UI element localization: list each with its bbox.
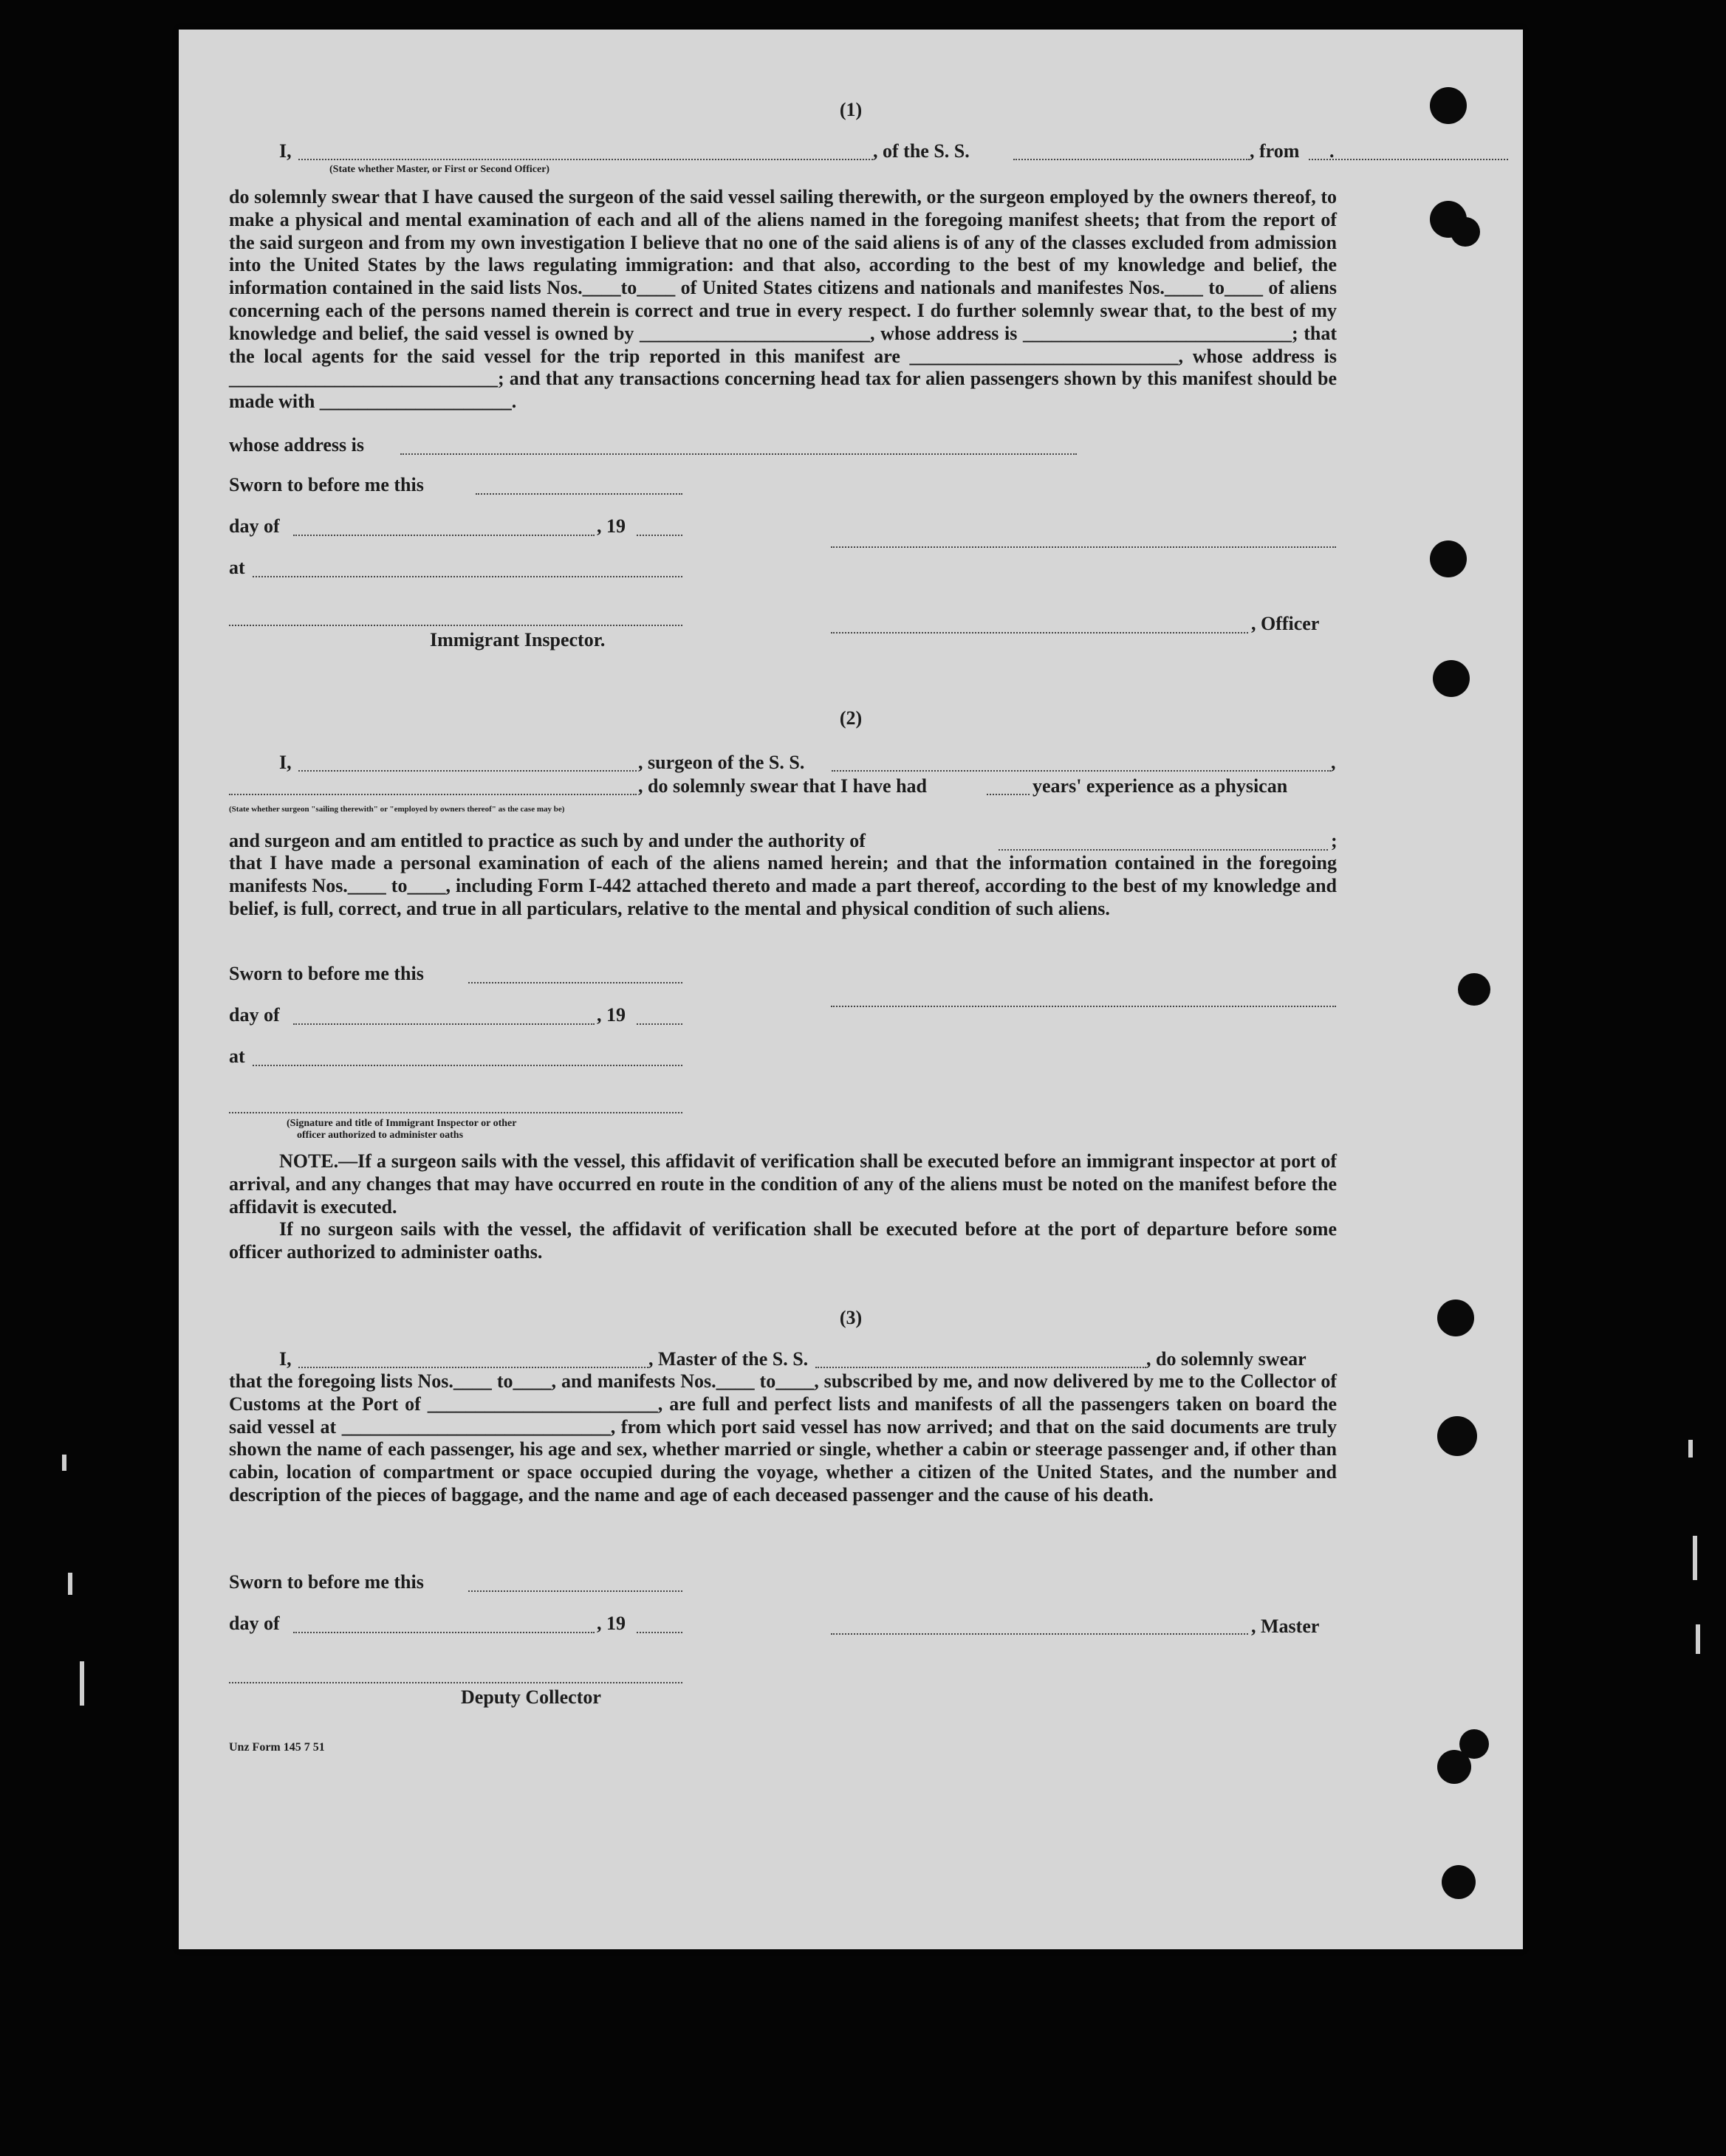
s1-from-label: , from	[1250, 140, 1300, 162]
s3-deputy-signature-line[interactable]	[229, 1682, 682, 1683]
s3-vessel-name-field[interactable]	[815, 1367, 1146, 1368]
s2-surgeon-type-field[interactable]	[229, 794, 637, 795]
s2-inspector-signature-line[interactable]	[229, 1112, 682, 1113]
s3-i-label: I,	[279, 1348, 292, 1370]
form-page	[179, 30, 1523, 1949]
s3-sworn-label: Sworn to before me this	[229, 1571, 424, 1593]
scan-mark	[68, 1573, 72, 1595]
s1-whose-address-label: whose address is	[229, 434, 365, 456]
s1-oath-body: do solemnly swear that I have caused the surgeon of the said vessel sailing therewith, or the surgeon employed by the owners thereof, to make a physical and mental examination of each and all of the aliens named in the foregoing manifest sheets; that from the report of the said surgeon and from my own investigation I believe that no one of the said aliens is of any of the classes excluded from admission into the United States by the laws regulating immigration: and that also, according to the best of my knowledge and belief, the information contained in the said lists Nos.____to____ of United States citizens and nationals and manifestes Nos.____ to____ of aliens concerning each of the persons named therein is correct and true in every respect. I do further solemnly swear that, to the best of my knowledge and belief, the said vessel is owned by ________________________, whose address is ____________________________; that the local agents for the said vessel for the trip reported in this manifest are ____________________________, whose address is ____________________________; and that any transactions concerning head tax for alien passengers shown by this manifest should be made with ____________________.	[229, 186, 1337, 413]
scan-mark	[1688, 1440, 1693, 1458]
s1-day-of-label: day of	[229, 515, 280, 537]
punch-hole	[1437, 1300, 1474, 1336]
s2-signature-hint-2: officer authorized to administer oaths	[297, 1130, 464, 1141]
s3-year-field[interactable]	[637, 1632, 682, 1633]
section-2-number: (2)	[839, 707, 863, 729]
punch-hole	[1451, 217, 1480, 247]
s2-oath-body: that I have made a personal examination of each of the aliens named herein; and that the information contained in the foregoing manifests Nos.____ to____, including Form I-442 attached thereto and made a part thereof, according to the best of my knowledge and belief, is full, correct, and true in all particulars, relative to the mental and physical condition of such aliens.	[229, 852, 1337, 919]
s1-whose-address-field[interactable]	[400, 453, 1077, 455]
s2-semicolon: ;	[1331, 830, 1338, 851]
s3-sworn-date-field[interactable]	[468, 1590, 682, 1592]
s3-oath-body: that the foregoing lists Nos.____ to____, and manifests Nos.____ to____, subscribed by me, and now delivered by me to the Collector of Customs at the Port of ________________________, are full and perfect lists and manifests of all the passengers taken on board the said vessel at ____________________________, from which port said vessel has now arrived; and that on the said documents are truly shown the name of each passenger, his age and sex, whether married or single, whether a cabin or steerage passenger and, if other than cabin, location of compartment or space occupied during the voyage, whether a citizen of the United States, and the number and description of the pieces of baggage, and the name and age of each deceased passenger and the cause of his death.	[229, 1370, 1337, 1506]
s2-note-no-surgeon: If no surgeon sails with the vessel, the affidavit of verification shall be executed before at the port of departure before some officer authorized to administer oaths.	[229, 1218, 1337, 1263]
s1-from-port-field[interactable]	[1309, 159, 1508, 160]
s2-day-of-label: day of	[229, 1004, 280, 1026]
s3-master-signature-line[interactable]	[831, 1633, 1248, 1635]
s2-surgeon-of-label: , surgeon of the S. S.	[638, 752, 805, 773]
punch-hole	[1430, 540, 1467, 577]
s3-master-of-label: , Master of the S. S.	[648, 1348, 809, 1370]
punch-hole	[1442, 1865, 1476, 1899]
form-id: Unz Form 145 7 51	[229, 1741, 325, 1754]
s1-sworn-date-field[interactable]	[476, 493, 682, 495]
s1-at-label: at	[229, 557, 245, 578]
s2-surgeon-hint: (State whether surgeon "sailing therewith" or "employed by owners thereof" as the case may be)	[229, 805, 565, 814]
s1-officer-title-line[interactable]	[831, 632, 1248, 634]
s2-comma: ,	[1331, 752, 1336, 773]
s2-authority-label: and surgeon and am entitled to practice as such by and under the authority of	[229, 830, 866, 851]
s1-year-field[interactable]	[637, 535, 682, 536]
s1-month-field[interactable]	[293, 535, 595, 536]
s2-swear-label: , do solemnly swear that I have had	[638, 775, 928, 797]
s3-year-label: , 19	[597, 1613, 626, 1634]
s3-month-field[interactable]	[293, 1632, 595, 1633]
s1-inspector-label: Immigrant Inspector.	[430, 629, 606, 650]
s2-note-surgeon: NOTE.—If a surgeon sails with the vessel, this affidavit of verification shall be executed before an immigrant inspector at port of arrival, and any changes that may have occurred en route in the condition of any of the aliens must be noted on the manifest before the affidavit is executed.	[229, 1150, 1337, 1218]
s3-day-of-label: day of	[229, 1613, 280, 1634]
s1-year-label: , 19	[597, 515, 626, 537]
s2-at-place-field[interactable]	[253, 1065, 682, 1066]
s2-authority-field[interactable]	[999, 849, 1328, 851]
scan-mark	[80, 1661, 84, 1706]
s3-master-label: , Master	[1251, 1616, 1320, 1637]
punch-hole	[1459, 1729, 1489, 1759]
punch-hole	[1430, 87, 1467, 124]
scan-mark	[1696, 1624, 1700, 1654]
s1-period: .	[1329, 140, 1335, 162]
s2-years-field[interactable]	[987, 794, 1030, 795]
s1-vessel-name-field[interactable]	[1013, 159, 1250, 160]
s2-years-label: years' experience as a physican	[1032, 775, 1288, 797]
s2-signature-hint-1: (Signature and title of Immigrant Inspector or other	[287, 1118, 517, 1129]
punch-hole	[1458, 973, 1490, 1006]
s1-officer-signature-line[interactable]	[831, 546, 1336, 548]
s2-sworn-label: Sworn to before me this	[229, 963, 424, 984]
s2-i-label: I,	[279, 752, 292, 773]
s3-swear-label: , do solemnly swear	[1146, 1348, 1307, 1370]
s1-inspector-signature-line[interactable]	[229, 625, 682, 626]
s2-year-label: , 19	[597, 1004, 626, 1026]
punch-hole	[1437, 1416, 1477, 1456]
section-3-number: (3)	[839, 1307, 863, 1328]
s1-of-ss-label: , of the S. S.	[873, 140, 970, 162]
s2-surgeon-name-field[interactable]	[298, 770, 637, 772]
s2-at-label: at	[229, 1046, 245, 1067]
punch-hole	[1433, 660, 1470, 697]
s3-deputy-label: Deputy Collector	[461, 1686, 601, 1708]
s1-i-label: I,	[279, 140, 292, 162]
section-1-number: (1)	[839, 99, 863, 120]
scan-mark	[1693, 1536, 1697, 1580]
s2-vessel-name-field[interactable]	[832, 770, 1331, 772]
s1-sworn-label: Sworn to before me this	[229, 474, 424, 495]
s2-sworn-date-field[interactable]	[468, 982, 682, 983]
s3-master-name-field[interactable]	[298, 1367, 648, 1368]
scan-mark	[62, 1455, 66, 1471]
s1-officer-label: , Officer	[1251, 613, 1320, 634]
s2-year-field[interactable]	[637, 1023, 682, 1025]
s1-officer-name-field[interactable]	[298, 159, 873, 160]
s1-at-place-field[interactable]	[253, 576, 682, 577]
s2-month-field[interactable]	[293, 1023, 595, 1025]
s1-officer-hint: (State whether Master, or First or Second Officer)	[329, 164, 550, 175]
s2-surgeon-signature-line[interactable]	[831, 1006, 1336, 1007]
